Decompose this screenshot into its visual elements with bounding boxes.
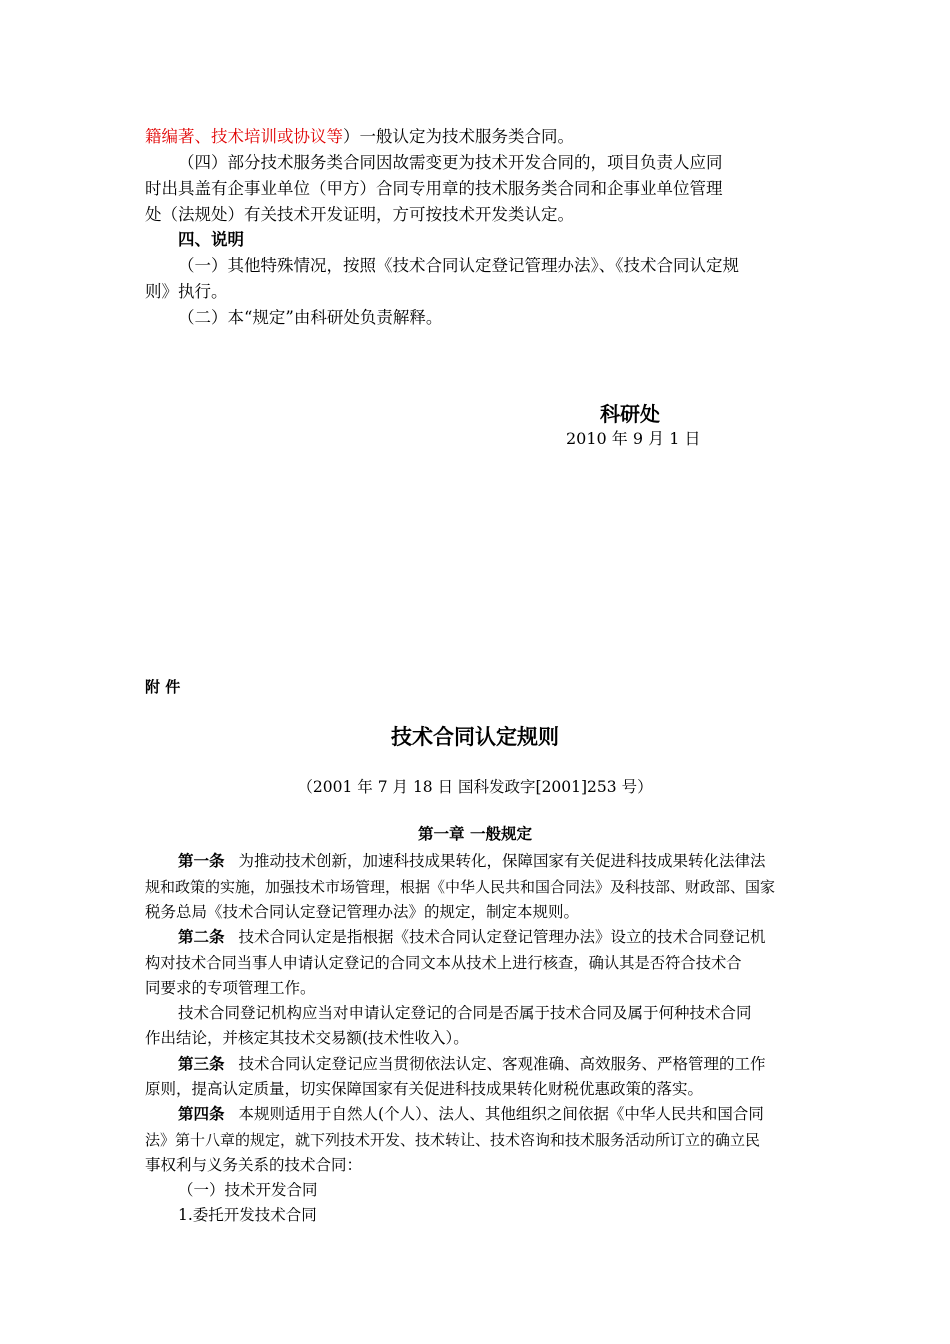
- line-text: 技术合同认定是指根据《技术合同认定登记管理办法》设立的技术合同登记机: [238, 928, 766, 946]
- article-line: [145, 1051, 843, 1077]
- article-number: 第一条: [178, 852, 225, 870]
- line-text: ）一般认定为技术服务类合同。: [343, 127, 574, 146]
- list-item: 1.委托开发技术合同: [178, 1206, 317, 1224]
- article-number: 第三条: [178, 1055, 225, 1073]
- article-line: [145, 924, 843, 950]
- line-text: 技术合同认定登记应当贯彻依法认定、客观准确、高效服务、严格管理的工作: [238, 1055, 766, 1073]
- line-text: 本规则适用于自然人(个人）、法人、其他组织之间依据《中华人民共和国合同: [238, 1105, 764, 1123]
- article-line: 原则，提高认定质量，切实保障国家有关促进科技成果转化财税优惠政策的落实。: [145, 1080, 704, 1098]
- article-line: 构对技术合同当事人申请认定登记的合同文本从技术上进行核查，确认其是否符合技术合: [145, 954, 742, 972]
- paragraph-line: （二）本“规定”由科研处负责解释。: [178, 308, 443, 327]
- article-line: 规和政策的实施，加强技术市场管理，根据《中华人民共和国合同法》及科技部、财政部、国家: [145, 878, 776, 896]
- paragraph-line: （四）部分技术服务类合同因故需变更为技术开发合同的，项目负责人应同: [178, 153, 723, 172]
- paragraph-line: [145, 124, 810, 150]
- list-item: （一）技术开发合同: [178, 1181, 318, 1199]
- signature-date: 2010 年 9 月 1 日: [566, 429, 701, 448]
- article-line: 同要求的专项管理工作。: [145, 979, 316, 997]
- line-text: 为推动技术创新，加速科技成果转化，保障国家有关促进科技成果转化法律法: [238, 852, 766, 870]
- article-line: [145, 1101, 843, 1127]
- attachment-label: 附 件: [145, 678, 181, 696]
- article-line: 事权利与义务关系的技术合同：: [145, 1156, 363, 1174]
- attachment-subtitle: （2001 年 7 月 18 日 国科发政字[2001]253 号）: [297, 778, 653, 796]
- highlighted-text: 籍编著、技术培训或协议等: [145, 127, 343, 146]
- article-line: [145, 848, 843, 874]
- paragraph-line: 时出具盖有企事业单位（甲方）合同专用章的技术服务类合同和企事业单位管理: [145, 179, 723, 198]
- signature-org: 科研处: [600, 402, 660, 426]
- article-number: 第四条: [178, 1105, 225, 1123]
- article-line: 作出结论，并核定其技术交易额(技术性收入）。: [145, 1029, 469, 1047]
- chapter-heading: 第一章 一般规定: [418, 825, 532, 843]
- article-number: 第二条: [178, 928, 225, 946]
- paragraph-line: 处（法规处）有关技术开发证明，方可按技术开发类认定。: [145, 205, 574, 224]
- paragraph-line: （一）其他特殊情况，按照《技术合同认定登记管理办法》、《技术合同认定规: [178, 256, 739, 275]
- paragraph-line: 则》执行。: [145, 282, 228, 301]
- section-heading: 四、说明: [178, 230, 244, 249]
- article-line: 税务总局《技术合同认定登记管理办法》的规定，制定本规则。: [145, 903, 580, 921]
- article-line: 法》第十八章的规定，就下列技术开发、技术转让、技术咨询和技术服务活动所订立的确立民: [145, 1131, 761, 1149]
- article-line: 技术合同登记机构应当对申请认定登记的合同是否属于技术合同及属于何种技术合同: [178, 1004, 752, 1022]
- attachment-title: 技术合同认定规则: [391, 725, 559, 749]
